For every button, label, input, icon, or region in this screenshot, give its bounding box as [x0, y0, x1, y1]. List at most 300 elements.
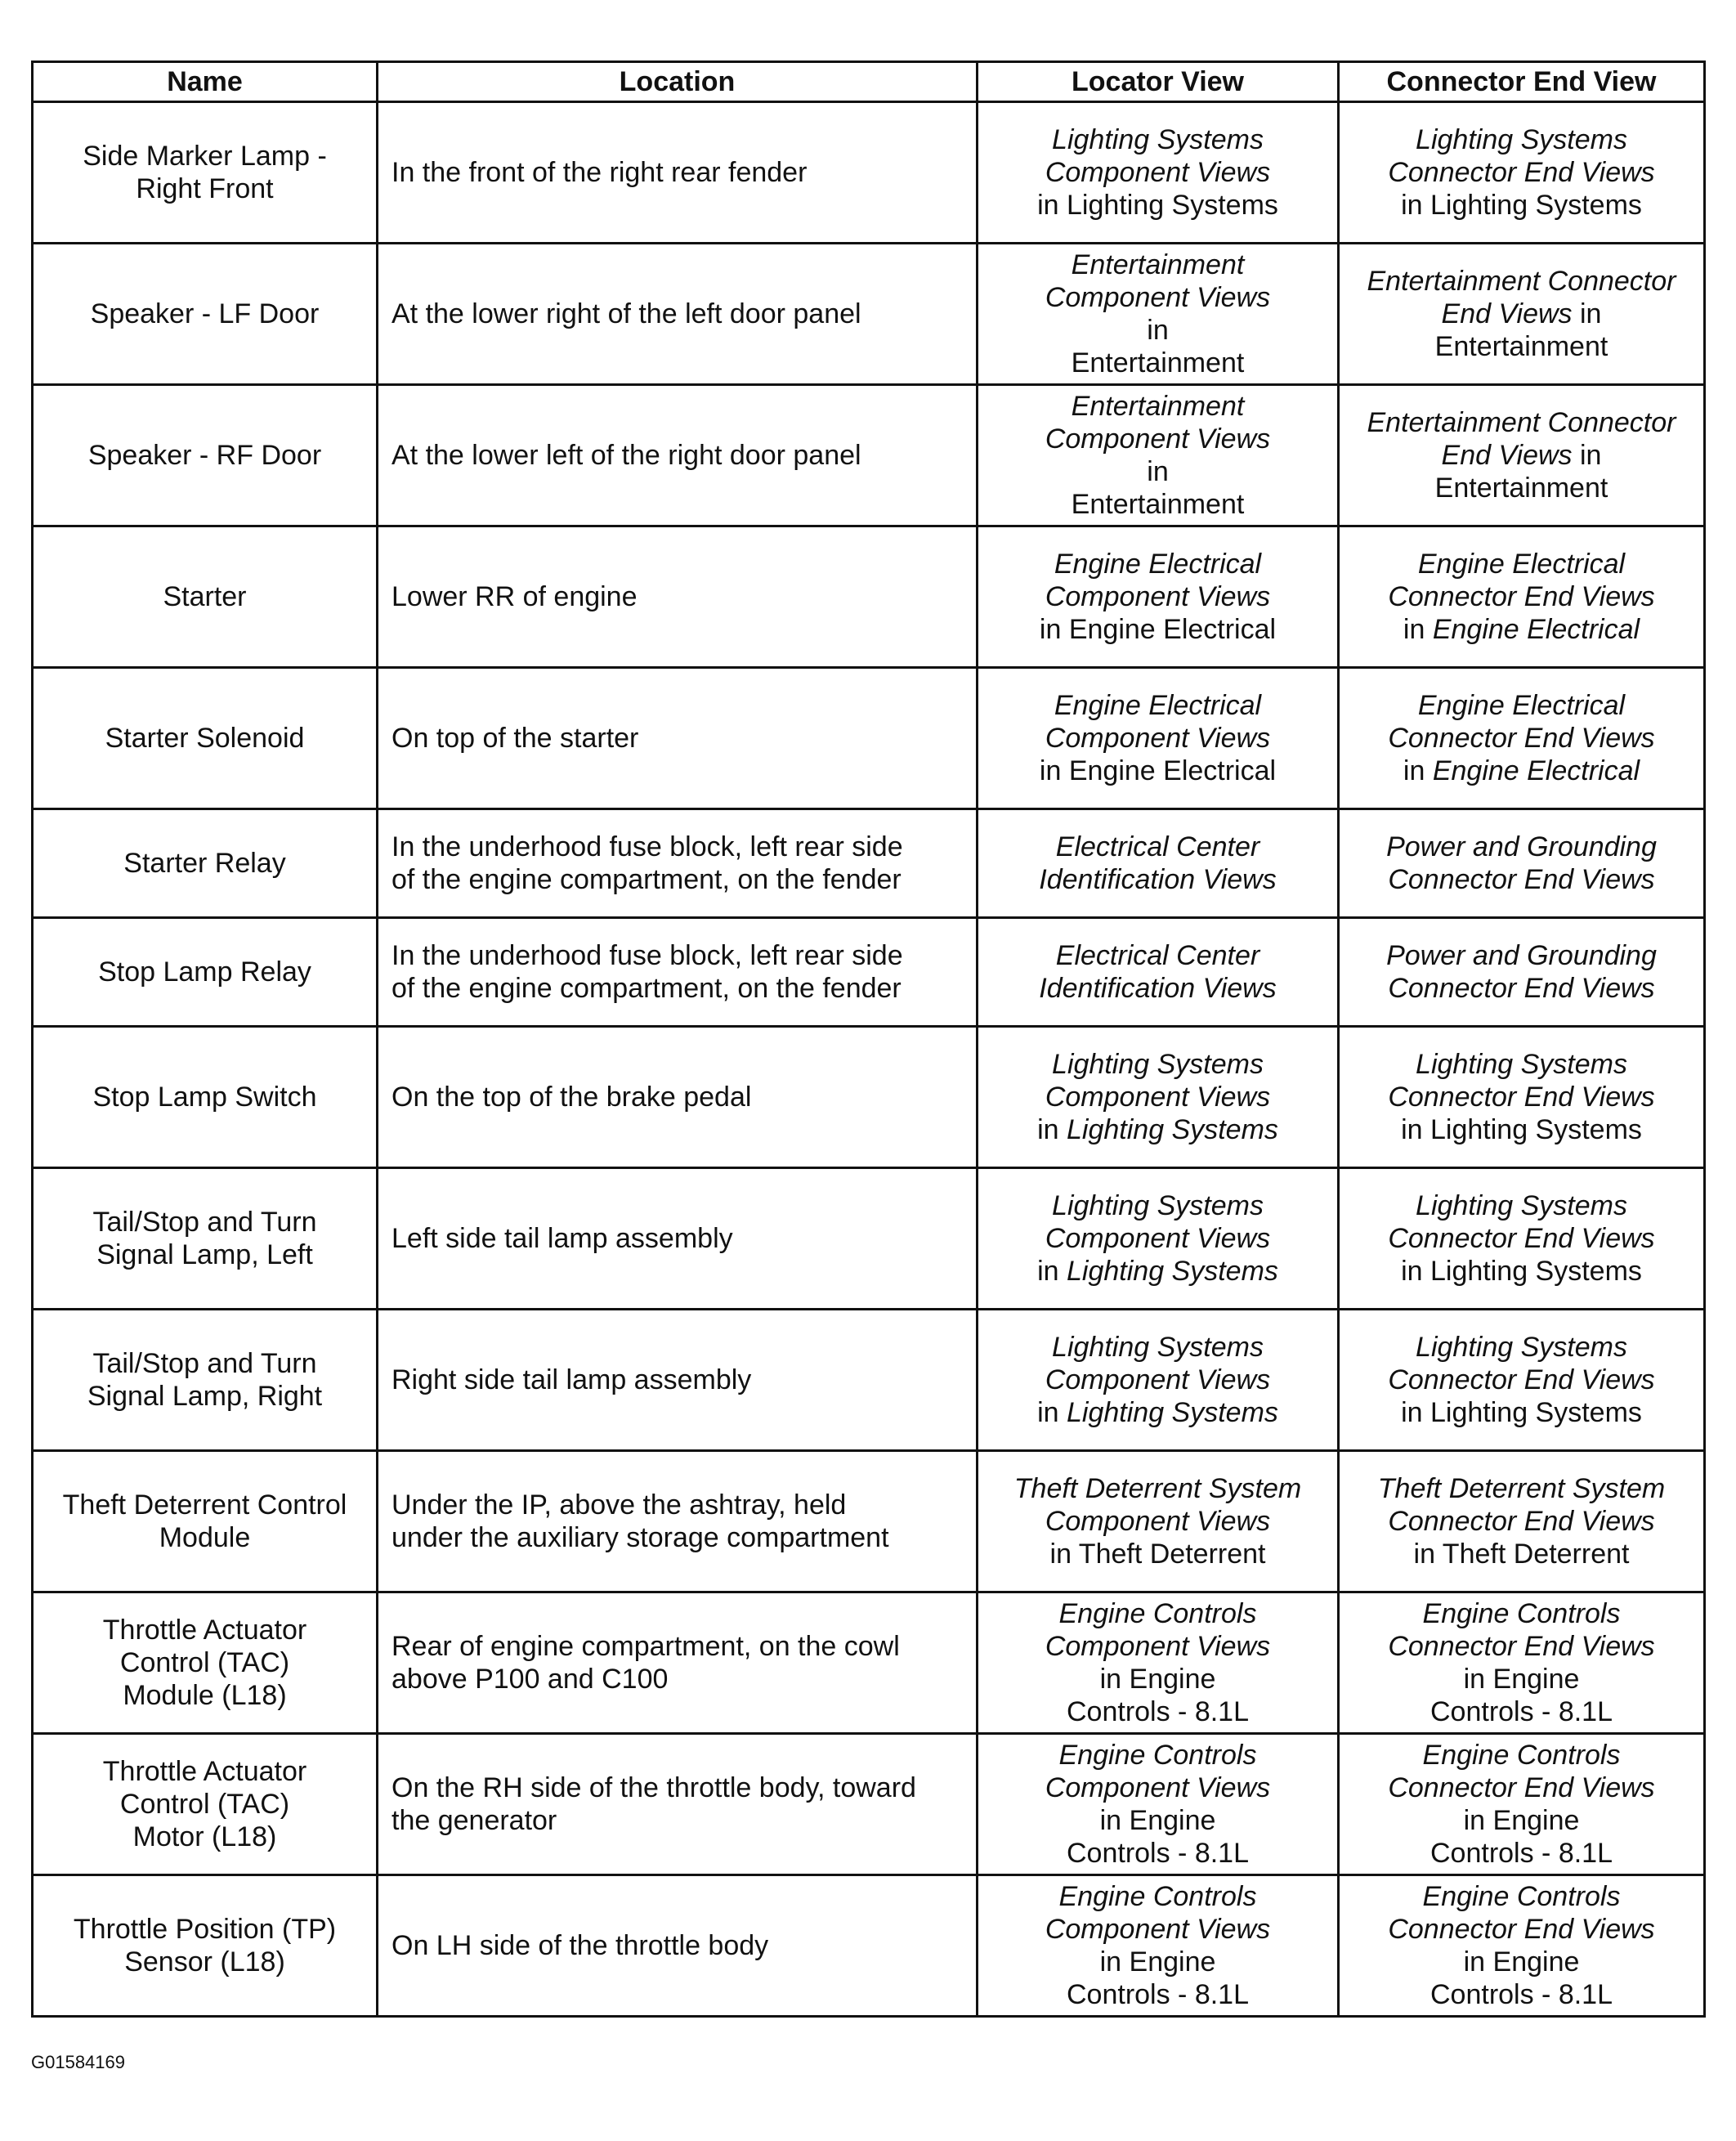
cell-locator-view — [978, 102, 1339, 244]
locator-line — [987, 423, 1329, 455]
connector-line — [1348, 722, 1695, 755]
locator-text: in — [1147, 456, 1169, 487]
connector-line — [1348, 156, 1695, 189]
locator-line — [987, 1804, 1329, 1837]
cell-connector-end-view — [1339, 1451, 1705, 1592]
cell-connector-end-view — [1339, 1734, 1705, 1875]
connector-line — [1348, 972, 1695, 1005]
locator-text-suffix: Lighting Systems — [1067, 1256, 1278, 1287]
name-line: Throttle Actuator — [102, 1756, 307, 1787]
locator-line — [987, 1331, 1329, 1364]
connector-line — [1348, 1771, 1695, 1804]
cell-location — [378, 809, 978, 918]
cell-locator-view — [978, 1451, 1339, 1592]
cell-locator-view — [978, 526, 1339, 668]
connector-text: Connector End Views — [1388, 1914, 1655, 1945]
name-line: Stop Lamp Relay — [98, 956, 311, 988]
connector-text: Connector End Views — [1388, 723, 1655, 754]
connector-line — [1348, 755, 1695, 787]
connector-text: Lighting Systems — [1416, 1190, 1627, 1221]
connector-text: in Engine — [1463, 1805, 1580, 1836]
locator-line — [987, 1222, 1329, 1255]
name-line: Control (TAC) — [119, 1647, 290, 1678]
connector-text: Connector End Views — [1388, 864, 1655, 895]
connector-line — [1348, 472, 1695, 504]
name-line: Module (L18) — [123, 1680, 287, 1711]
connector-text: in — [1403, 614, 1433, 645]
name-line: Motor (L18) — [132, 1821, 277, 1852]
cell-connector-end-view — [1339, 1027, 1705, 1168]
connector-line — [1348, 1597, 1695, 1630]
locator-line — [987, 939, 1329, 972]
locator-line — [987, 1597, 1329, 1630]
name-line: Sensor (L18) — [124, 1946, 285, 1978]
connector-line — [1348, 863, 1695, 896]
location-line: of the engine compartment, on the fender — [391, 864, 902, 895]
connector-text: Entertainment Connector — [1367, 266, 1676, 297]
locator-line — [987, 1048, 1329, 1081]
cell-name — [33, 809, 378, 918]
name-line: Side Marker Lamp - — [83, 141, 327, 172]
connector-text: Engine Controls — [1422, 1881, 1621, 1912]
name-line: Stop Lamp Switch — [92, 1082, 317, 1113]
cell-location — [378, 1168, 978, 1310]
connector-line — [1348, 1113, 1695, 1146]
connector-line — [1348, 1946, 1695, 1978]
location-line: above P100 and C100 — [391, 1664, 669, 1695]
cell-location — [378, 1734, 978, 1875]
locator-line — [987, 1538, 1329, 1570]
locator-text: Component Views — [1045, 1223, 1271, 1254]
locator-text: in — [1037, 1114, 1067, 1145]
locator-line — [987, 281, 1329, 314]
locator-text: Component Views — [1045, 1914, 1271, 1945]
header-locator-view: Locator View — [978, 62, 1339, 102]
connector-text: Lighting Systems — [1416, 1332, 1627, 1363]
locator-text: Component Views — [1045, 581, 1271, 612]
connector-line — [1348, 1048, 1695, 1081]
locator-text: Engine Controls — [1058, 1740, 1257, 1771]
cell-locator-view — [978, 244, 1339, 385]
name-line: Control (TAC) — [119, 1789, 290, 1820]
locator-line — [987, 722, 1329, 755]
header-location: Location — [378, 62, 978, 102]
cell-name — [33, 526, 378, 668]
locator-text: Controls - 8.1L — [1067, 1979, 1249, 2010]
locator-text: Component Views — [1045, 1772, 1271, 1803]
locator-line — [987, 1978, 1329, 2011]
locator-text: in — [1037, 1397, 1067, 1428]
locator-text: Identification Views — [1039, 973, 1277, 1004]
cell-locator-view — [978, 918, 1339, 1027]
locator-line — [987, 1771, 1329, 1804]
connector-line — [1348, 1364, 1695, 1396]
locator-text: Lighting Systems — [1052, 1332, 1264, 1363]
connector-text: Engine Electrical — [1417, 690, 1626, 721]
cell-location — [378, 1451, 978, 1592]
connector-text: Controls - 8.1L — [1430, 1696, 1613, 1727]
connector-line — [1348, 1695, 1695, 1728]
table-row — [33, 1310, 1705, 1451]
locator-text: in Engine — [1099, 1664, 1216, 1695]
locator-line — [987, 1695, 1329, 1728]
connector-line — [1348, 580, 1695, 613]
locator-text: Entertainment — [1071, 489, 1245, 520]
name-line: Throttle Actuator — [102, 1615, 307, 1646]
cell-connector-end-view — [1339, 385, 1705, 526]
locator-line — [987, 613, 1329, 646]
location-line: Right side tail lamp assembly — [391, 1364, 752, 1395]
locator-text: Engine Controls — [1058, 1598, 1257, 1629]
locator-text: Controls - 8.1L — [1067, 1838, 1249, 1869]
locator-text: Identification Views — [1039, 864, 1277, 895]
connector-text: Power and Grounding — [1386, 831, 1657, 862]
locator-text: Component Views — [1045, 282, 1271, 313]
locator-text: Component Views — [1045, 423, 1271, 455]
connector-text: Connector End Views — [1388, 1631, 1655, 1662]
table-row — [33, 102, 1705, 244]
locator-line — [987, 488, 1329, 521]
name-line: Theft Deterrent Control — [62, 1489, 347, 1521]
location-line: Left side tail lamp assembly — [391, 1223, 733, 1254]
locator-text: in Lighting Systems — [1037, 190, 1278, 221]
location-line: In the front of the right rear fender — [391, 157, 808, 188]
name-line: Speaker - LF Door — [90, 298, 320, 329]
location-line: In the underhood fuse block, left rear side — [391, 831, 903, 862]
cell-locator-view — [978, 1592, 1339, 1734]
connector-line — [1348, 1222, 1695, 1255]
name-line: Module — [159, 1522, 251, 1553]
locator-text: Entertainment — [1071, 347, 1245, 378]
locator-text-suffix: Lighting Systems — [1067, 1114, 1278, 1145]
connector-text: Connector End Views — [1388, 1772, 1655, 1803]
connector-line — [1348, 548, 1695, 580]
table-row — [33, 809, 1705, 918]
cell-location — [378, 526, 978, 668]
locator-line — [987, 455, 1329, 488]
connector-line — [1348, 330, 1695, 363]
locator-line — [987, 390, 1329, 423]
cell-connector-end-view — [1339, 244, 1705, 385]
cell-locator-view — [978, 668, 1339, 809]
connector-text-suffix: in — [1572, 440, 1602, 471]
locator-text: Lighting Systems — [1052, 1190, 1264, 1221]
connector-line — [1348, 1505, 1695, 1538]
cell-location — [378, 102, 978, 244]
location-line: On LH side of the throttle body — [391, 1930, 769, 1961]
name-line: Signal Lamp, Left — [96, 1239, 313, 1270]
locator-line — [987, 1880, 1329, 1913]
cell-name — [33, 385, 378, 526]
locator-text: Electrical Center — [1055, 940, 1260, 971]
cell-name — [33, 1734, 378, 1875]
cell-location — [378, 1875, 978, 2017]
locator-line — [987, 1396, 1329, 1429]
connector-line — [1348, 1663, 1695, 1695]
connector-text: Engine Controls — [1422, 1598, 1621, 1629]
connector-line — [1348, 1630, 1695, 1663]
location-line: At the lower right of the left door panel — [391, 298, 861, 329]
connector-text: Connector End Views — [1388, 157, 1655, 188]
table-row — [33, 1875, 1705, 2017]
connector-text: Controls - 8.1L — [1430, 1838, 1613, 1869]
header-name: Name — [33, 62, 378, 102]
connector-text: in — [1403, 755, 1433, 786]
connector-line — [1348, 1837, 1695, 1870]
header-row — [33, 62, 1705, 102]
locator-text: in — [1147, 315, 1169, 346]
cell-locator-view — [978, 1875, 1339, 2017]
connector-line — [1348, 189, 1695, 222]
connector-text: Connector End Views — [1388, 1506, 1655, 1537]
cell-name — [33, 244, 378, 385]
connector-line — [1348, 689, 1695, 722]
connector-text: Engine Controls — [1422, 1740, 1621, 1771]
connector-line — [1348, 1739, 1695, 1771]
connector-line — [1348, 439, 1695, 472]
name-line: Starter Solenoid — [105, 723, 305, 754]
connector-text: End Views — [1441, 440, 1573, 471]
table-row — [33, 918, 1705, 1027]
connector-text: in Engine — [1463, 1664, 1580, 1695]
connector-line — [1348, 1978, 1695, 2011]
connector-text: in Lighting Systems — [1401, 190, 1642, 221]
connector-text: Connector End Views — [1388, 1364, 1655, 1395]
locator-text: Component Views — [1045, 157, 1271, 188]
table-row — [33, 1027, 1705, 1168]
cell-name — [33, 668, 378, 809]
locator-text: Component Views — [1045, 1631, 1271, 1662]
location-line: On top of the starter — [391, 723, 639, 754]
location-line: the generator — [391, 1805, 557, 1836]
connector-line — [1348, 1255, 1695, 1288]
locator-text: Electrical Center — [1055, 831, 1260, 862]
connector-text: Engine Electrical — [1417, 549, 1626, 580]
cell-connector-end-view — [1339, 526, 1705, 668]
cell-connector-end-view — [1339, 668, 1705, 809]
name-line: Right Front — [136, 173, 274, 204]
locator-text: in Theft Deterrent — [1049, 1539, 1266, 1570]
connector-line — [1348, 1331, 1695, 1364]
locator-text: Component Views — [1045, 1364, 1271, 1395]
locator-line — [987, 831, 1329, 863]
cell-locator-view — [978, 385, 1339, 526]
cell-locator-view — [978, 1168, 1339, 1310]
cell-locator-view — [978, 1310, 1339, 1451]
connector-line — [1348, 613, 1695, 646]
location-line: At the lower left of the right door panel — [391, 440, 861, 471]
cell-connector-end-view — [1339, 1592, 1705, 1734]
locator-line — [987, 314, 1329, 347]
name-line: Tail/Stop and Turn — [92, 1207, 317, 1238]
cell-locator-view — [978, 1734, 1339, 1875]
locator-text-suffix: Lighting Systems — [1067, 1397, 1278, 1428]
connector-line — [1348, 1472, 1695, 1505]
table-row — [33, 385, 1705, 526]
name-line: Starter Relay — [123, 848, 286, 879]
locator-line — [987, 1630, 1329, 1663]
figure-code: G01584169 — [31, 2052, 125, 2072]
connector-line — [1348, 1189, 1695, 1222]
locator-line — [987, 1472, 1329, 1505]
cell-locator-view — [978, 1027, 1339, 1168]
connector-line — [1348, 1880, 1695, 1913]
location-line: On the RH side of the throttle body, toward — [391, 1772, 916, 1803]
locator-line — [987, 123, 1329, 156]
locator-line — [987, 1255, 1329, 1288]
connector-text: Connector End Views — [1388, 1082, 1655, 1113]
connector-text-suffix: Engine Electrical — [1432, 614, 1640, 645]
locator-line — [987, 755, 1329, 787]
locator-line — [987, 1113, 1329, 1146]
connector-line — [1348, 123, 1695, 156]
connector-line — [1348, 1913, 1695, 1946]
locator-line — [987, 1505, 1329, 1538]
locator-text: Component Views — [1045, 723, 1271, 754]
connector-line — [1348, 831, 1695, 863]
connector-text: Connector End Views — [1388, 1223, 1655, 1254]
cell-name — [33, 1310, 378, 1451]
location-line: under the auxiliary storage compartment — [391, 1522, 889, 1553]
table-row — [33, 244, 1705, 385]
location-line: of the engine compartment, on the fender — [391, 973, 902, 1004]
locator-text: Lighting Systems — [1052, 1049, 1264, 1080]
cell-name — [33, 918, 378, 1027]
connector-text: Theft Deterrent System — [1377, 1473, 1666, 1504]
locator-line — [987, 1913, 1329, 1946]
connector-text: Entertainment — [1434, 331, 1608, 362]
name-line: Starter — [163, 581, 247, 612]
cell-location — [378, 385, 978, 526]
locator-text: Entertainment — [1071, 391, 1245, 422]
cell-name — [33, 102, 378, 244]
locator-text: Controls - 8.1L — [1067, 1696, 1249, 1727]
locator-text: in Engine Electrical — [1039, 614, 1277, 645]
cell-location — [378, 668, 978, 809]
cell-name — [33, 1592, 378, 1734]
connector-text: Connector End Views — [1388, 973, 1655, 1004]
cell-locator-view — [978, 809, 1339, 918]
cell-connector-end-view — [1339, 102, 1705, 244]
table-row — [33, 1168, 1705, 1310]
name-line: Speaker - RF Door — [87, 440, 322, 471]
table-row — [33, 668, 1705, 809]
locator-text: Engine Controls — [1058, 1881, 1257, 1912]
connector-line — [1348, 1804, 1695, 1837]
component-locator-table — [31, 60, 1706, 2018]
name-line: Throttle Position (TP) — [73, 1914, 337, 1945]
connector-text: Lighting Systems — [1416, 1049, 1627, 1080]
connector-text: Power and Grounding — [1386, 940, 1657, 971]
table-row — [33, 526, 1705, 668]
connector-text: Connector End Views — [1388, 581, 1655, 612]
locator-line — [987, 548, 1329, 580]
connector-text: Lighting Systems — [1416, 124, 1627, 155]
locator-line — [987, 1739, 1329, 1771]
cell-name — [33, 1168, 378, 1310]
location-line: On the top of the brake pedal — [391, 1082, 752, 1113]
connector-line — [1348, 1538, 1695, 1570]
header-connector-end-view: Connector End View — [1339, 62, 1705, 102]
locator-line — [987, 1837, 1329, 1870]
locator-text: Component Views — [1045, 1506, 1271, 1537]
connector-line — [1348, 1081, 1695, 1113]
locator-line — [987, 863, 1329, 896]
cell-location — [378, 1027, 978, 1168]
locator-text: Engine Electrical — [1054, 690, 1262, 721]
connector-line — [1348, 1396, 1695, 1429]
connector-line — [1348, 265, 1695, 298]
connector-text: End Views — [1441, 298, 1573, 329]
cell-location — [378, 1592, 978, 1734]
locator-line — [987, 580, 1329, 613]
connector-line — [1348, 298, 1695, 330]
table-row — [33, 1592, 1705, 1734]
cell-location — [378, 1310, 978, 1451]
locator-line — [987, 156, 1329, 189]
connector-text: in Lighting Systems — [1401, 1397, 1642, 1428]
locator-text: in Engine Electrical — [1039, 755, 1277, 786]
locator-text: Lighting Systems — [1052, 124, 1264, 155]
name-line: Tail/Stop and Turn — [92, 1348, 317, 1379]
locator-text: in — [1037, 1256, 1067, 1287]
cell-connector-end-view — [1339, 1875, 1705, 2017]
connector-text: in Theft Deterrent — [1413, 1539, 1630, 1570]
cell-connector-end-view — [1339, 1310, 1705, 1451]
cell-connector-end-view — [1339, 918, 1705, 1027]
locator-line — [987, 689, 1329, 722]
location-line: Under the IP, above the ashtray, held — [391, 1489, 847, 1521]
cell-name — [33, 1875, 378, 2017]
locator-line — [987, 1364, 1329, 1396]
locator-line — [987, 1946, 1329, 1978]
connector-text: in Engine — [1463, 1946, 1580, 1978]
locator-text: in Engine — [1099, 1805, 1216, 1836]
locator-line — [987, 972, 1329, 1005]
connector-text: in Lighting Systems — [1401, 1256, 1642, 1287]
cell-name — [33, 1027, 378, 1168]
location-line: In the underhood fuse block, left rear side — [391, 940, 903, 971]
locator-line — [987, 347, 1329, 379]
connector-line — [1348, 406, 1695, 439]
locator-line — [987, 1189, 1329, 1222]
locator-line — [987, 249, 1329, 281]
connector-text: Controls - 8.1L — [1430, 1979, 1613, 2010]
location-line: Lower RR of engine — [391, 581, 638, 612]
connector-text: Entertainment — [1434, 473, 1608, 504]
location-line: Rear of engine compartment, on the cowl — [391, 1631, 900, 1662]
connector-text: Entertainment Connector — [1367, 407, 1676, 438]
locator-line — [987, 1081, 1329, 1113]
table-row — [33, 1734, 1705, 1875]
connector-text: in Lighting Systems — [1401, 1114, 1642, 1145]
connector-text-suffix: Engine Electrical — [1432, 755, 1640, 786]
connector-text-suffix: in — [1572, 298, 1602, 329]
locator-text: Component Views — [1045, 1082, 1271, 1113]
cell-connector-end-view — [1339, 809, 1705, 918]
table-body — [33, 102, 1705, 2017]
table-row — [33, 1451, 1705, 1592]
cell-name — [33, 1451, 378, 1592]
cell-location — [378, 244, 978, 385]
locator-text: Engine Electrical — [1054, 549, 1262, 580]
locator-text: Entertainment — [1071, 249, 1245, 280]
name-line: Signal Lamp, Right — [87, 1381, 323, 1412]
locator-line — [987, 1663, 1329, 1695]
cell-location — [378, 918, 978, 1027]
connector-line — [1348, 939, 1695, 972]
cell-connector-end-view — [1339, 1168, 1705, 1310]
